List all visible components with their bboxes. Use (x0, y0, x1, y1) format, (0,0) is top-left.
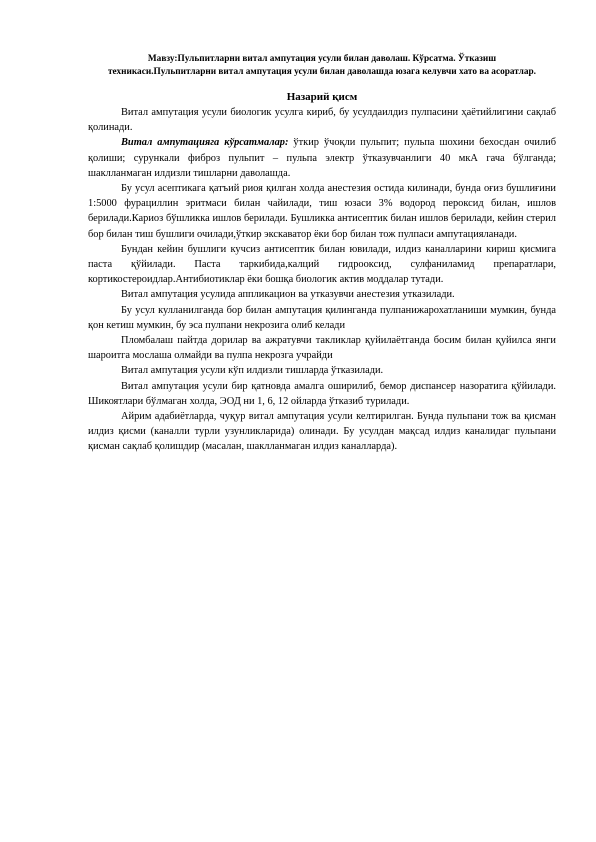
paragraph-complication-injury: Бу усул кулланилганда бор билан ампутация қилинганда пулпанижарохатланиши мумкин, бунда қон кетиш мумкин, бу эса пулпани некрозига олиб келади (88, 304, 556, 331)
section-heading: Назарий қисм (286, 91, 358, 103)
document-title-line-2: техникаси.Пульпитларни витал ампутация усули билан даволашда юзага келувчи хато ва асоратлар. (107, 67, 537, 77)
document-page (88, 53, 556, 455)
indications-lead: Витал ампутацияга кўрсатмалар: (121, 137, 289, 149)
paragraph-complication-pressure: Пломбалаш пайтда дорилар ва ажратувчи такликлар қуйилаётганда босим билан қуйилса янги шароитга мослаша олмайди ва пулпа некрозга учрайди (88, 335, 556, 362)
paragraph-deep-amputation: Айрим адабиётларда, чуқур витал ампутация усули келтирилган. Бунда пульпани тож ва қисман илдиз қисми (каналли турли узунликларида) олинади. Бу усулдан мақсад илдиз каналидаг пульпани қисман сақлаб қолишдир (масалан, шаклланмаган илдиз каналларда). (88, 411, 556, 453)
paragraph-intro: Витал ампутация усули биологик усулга кириб, бу усулдаилдиз пулпасини ҳаётийлигини сақлаб қолинади. (88, 107, 556, 134)
paragraph-multirooted: Витал ампутация усули кўп илдизли тишларда ўтказилади. (121, 365, 384, 377)
indications-text: ўткир ўчоқли пульпит; пульпа шохини бехосдан очилиб қолиши; сурункали фиброз пульпит – пульпа электр ўтказувчанлиги 40 мкА гача бўлганда; шаклланмаган илдизли тишларни даволашда. (88, 137, 556, 179)
paragraph-paste: Бундан кейин бушлиги кучсиз антисептик билан ювилади, илдиз каналларини кириш қисмига паста қўйилади. Паста таркибида,калций гидрооксид, сулфаниламид препаратлари, кортикостероидлар.Антибиотиклар ёки бошқа биологик актив моддалар тутади. (88, 243, 556, 286)
paragraph-followup: Витал ампутация усули бир қатновда амалга оширилиб, бемор диспансер назоратига қўйилади. Шикоятлари бўлмаган холда, ЭОД ни 1, 6, 12 ойларда ўтказиб турилади. (88, 380, 556, 407)
document-title (88, 53, 556, 79)
paragraph-anesthesia: Витал ампутация усулида аппликацион ва утказувчи анестезия утказилади. (121, 289, 455, 301)
document-title-line-1: Мавзу:Пульпитларни витал ампутация усули билан даволаш. Кўрсатма. Ўтказиш (147, 54, 497, 64)
paragraph-indications (88, 135, 556, 181)
paragraph-procedure: Бу усул асептикага қатъий риоя қилган холда анестезия остида килинади, бунда оғиз бушлиғини 1:5000 фурациллин эритмаси билан чайилади, тиш юзаси 3% водород пероксид билан, ишлов берилади.Кариоз бўшликка ишлов берилади. Бушликка антисептик билан ишлов берилади, кейин стерил бор билан тиш бушлиги очилади,ўткир экскаватор ёки бор билан тож пулпаси ампутацияланади. (88, 183, 556, 240)
